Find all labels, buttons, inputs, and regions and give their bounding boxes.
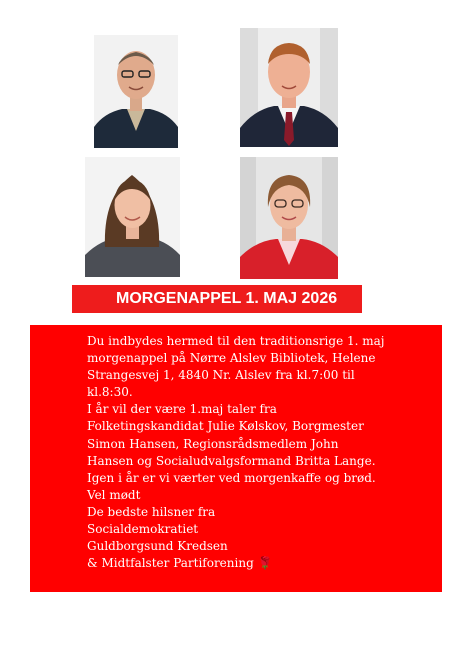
portrait-man-glasses-icon	[94, 35, 178, 148]
invitation-line: I år vil der være 1.maj taler fra	[87, 402, 277, 417]
closing-line: De bedste hilsner fra	[87, 504, 216, 519]
invitation-line: Igen i år er vi værter ved morgenkaffe og brød.	[87, 470, 376, 485]
invitation-text	[87, 333, 417, 572]
portrait-woman-long-hair-icon	[85, 157, 180, 277]
sender-line: Socialdemokratiet	[87, 522, 199, 537]
portrait-photo-1	[94, 35, 178, 148]
sender-line: & Midtfalster Partiforening 🌹	[87, 556, 273, 571]
portrait-woman-glasses-icon	[240, 157, 338, 279]
portrait-man-suit-icon	[240, 28, 338, 147]
sender-line: Guldborgsund Kredsen	[87, 539, 228, 554]
invitation-line: Simon Hansen, Regionsrådsmedlem John	[87, 436, 339, 451]
invitation-line: Hansen og Socialudvalgsformand Britta Lange.	[87, 453, 376, 468]
invitation-line: Folketingskandidat Julie Kølskov, Borgmester	[87, 419, 364, 434]
portrait-photo-3	[85, 157, 180, 277]
invitation-line: Strangesvej 1, 4840 Nr. Alslev fra kl.7:00 til	[87, 368, 355, 383]
portrait-photo-2	[240, 28, 338, 147]
invitation-line: morgenappel på Nørre Alslev Bibliotek, Helene	[87, 351, 376, 366]
invitation-line: Du indbydes hermed til den traditionsrige 1. maj	[87, 334, 385, 348]
invitation-line: kl.8:30.	[87, 385, 133, 400]
closing-line: Vel mødt	[87, 487, 141, 502]
page-title: MORGENAPPEL 1. MAJ 2026	[72, 285, 362, 313]
portrait-photo-4	[240, 157, 338, 279]
